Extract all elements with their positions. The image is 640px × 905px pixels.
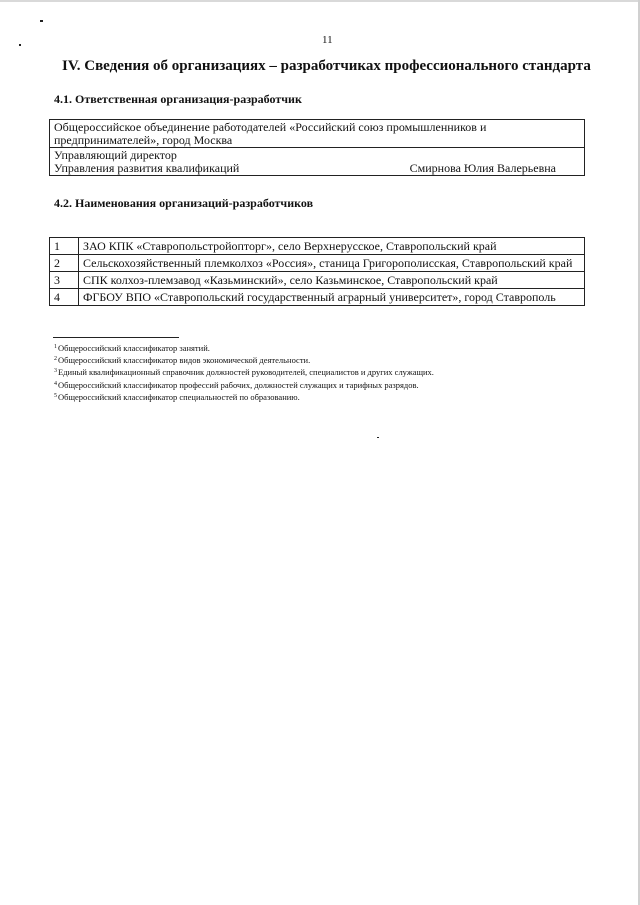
organization-cell: Общероссийское объединение работодателей «Российский союз промышленников и предпринимателей», город Москва — [50, 120, 585, 148]
row-number: 4 — [50, 289, 79, 306]
footnote-marker: 2 — [54, 356, 57, 363]
table-row — [50, 148, 585, 176]
footnote-text: Общероссийский классификатор специальностей по образованию. — [58, 391, 300, 402]
footnote — [54, 354, 434, 366]
row-number: 1 — [50, 238, 79, 255]
table-row — [50, 120, 585, 148]
table-row — [50, 289, 585, 306]
developers-heading: 4.2. Наименования организаций-разработчиков — [54, 196, 314, 210]
position-line-1: Управляющий директор — [54, 148, 177, 162]
footnotes — [54, 342, 434, 403]
section-title: IV. Сведения об организациях – разработчиках профессионального стандарта — [62, 58, 591, 74]
organization-name: Сельскохозяйственный племколхоз «Россия», станица Григорополисская, Ставропольский край — [79, 255, 585, 272]
developers-table — [49, 237, 585, 306]
footnote-text: Общероссийский классификатор профессий рабочих, должностей служащих и тарифных разрядов. — [58, 379, 419, 390]
footnote-marker: 1 — [54, 344, 57, 350]
footnote-marker: 3 — [54, 368, 57, 375]
footnote-text: Единый квалификационный справочник должностей руководителей, специалистов и других служащих. — [58, 367, 434, 378]
signatory-name: Смирнова Юлия Валерьевна — [409, 161, 556, 175]
organization-name: СПК колхоз-племзавод «Казьминский», село Казьминское, Ставропольский край — [79, 272, 585, 289]
footnote — [54, 366, 434, 378]
footnote — [54, 342, 434, 354]
row-number: 2 — [50, 255, 79, 272]
responsible-org-table — [49, 119, 585, 176]
scan-speck — [40, 20, 43, 22]
table-row — [50, 272, 585, 289]
footnote — [54, 379, 434, 391]
footnote — [54, 391, 434, 403]
organization-name: ЗАО КПК «Ставропольстройопторг», село Верхнерусское, Ставропольский край — [79, 238, 585, 255]
page-number: 11 — [322, 34, 333, 46]
footnote-divider — [53, 337, 179, 338]
table-row — [50, 238, 585, 255]
table-row — [50, 255, 585, 272]
row-number: 3 — [50, 272, 79, 289]
scan-speck — [19, 44, 21, 46]
signatory-cell — [50, 148, 585, 176]
position-line-2-row — [54, 162, 580, 175]
footnote-marker: 4 — [54, 380, 57, 387]
responsible-org-heading: 4.1. Ответственная организация-разработчик — [54, 92, 302, 106]
scan-edge-top — [0, 0, 640, 2]
footnote-text: Общероссийский классификатор видов экономической деятельности. — [58, 355, 311, 366]
footnote-marker: 5 — [54, 392, 57, 399]
position-line-2: Управления развития квалификаций — [54, 161, 240, 175]
footnote-text: Общероссийский классификатор занятий. — [58, 343, 210, 353]
scan-speck — [377, 437, 379, 438]
organization-name: ФГБОУ ВПО «Ставропольский государственный аграрный университет», город Ставрополь — [79, 289, 585, 306]
